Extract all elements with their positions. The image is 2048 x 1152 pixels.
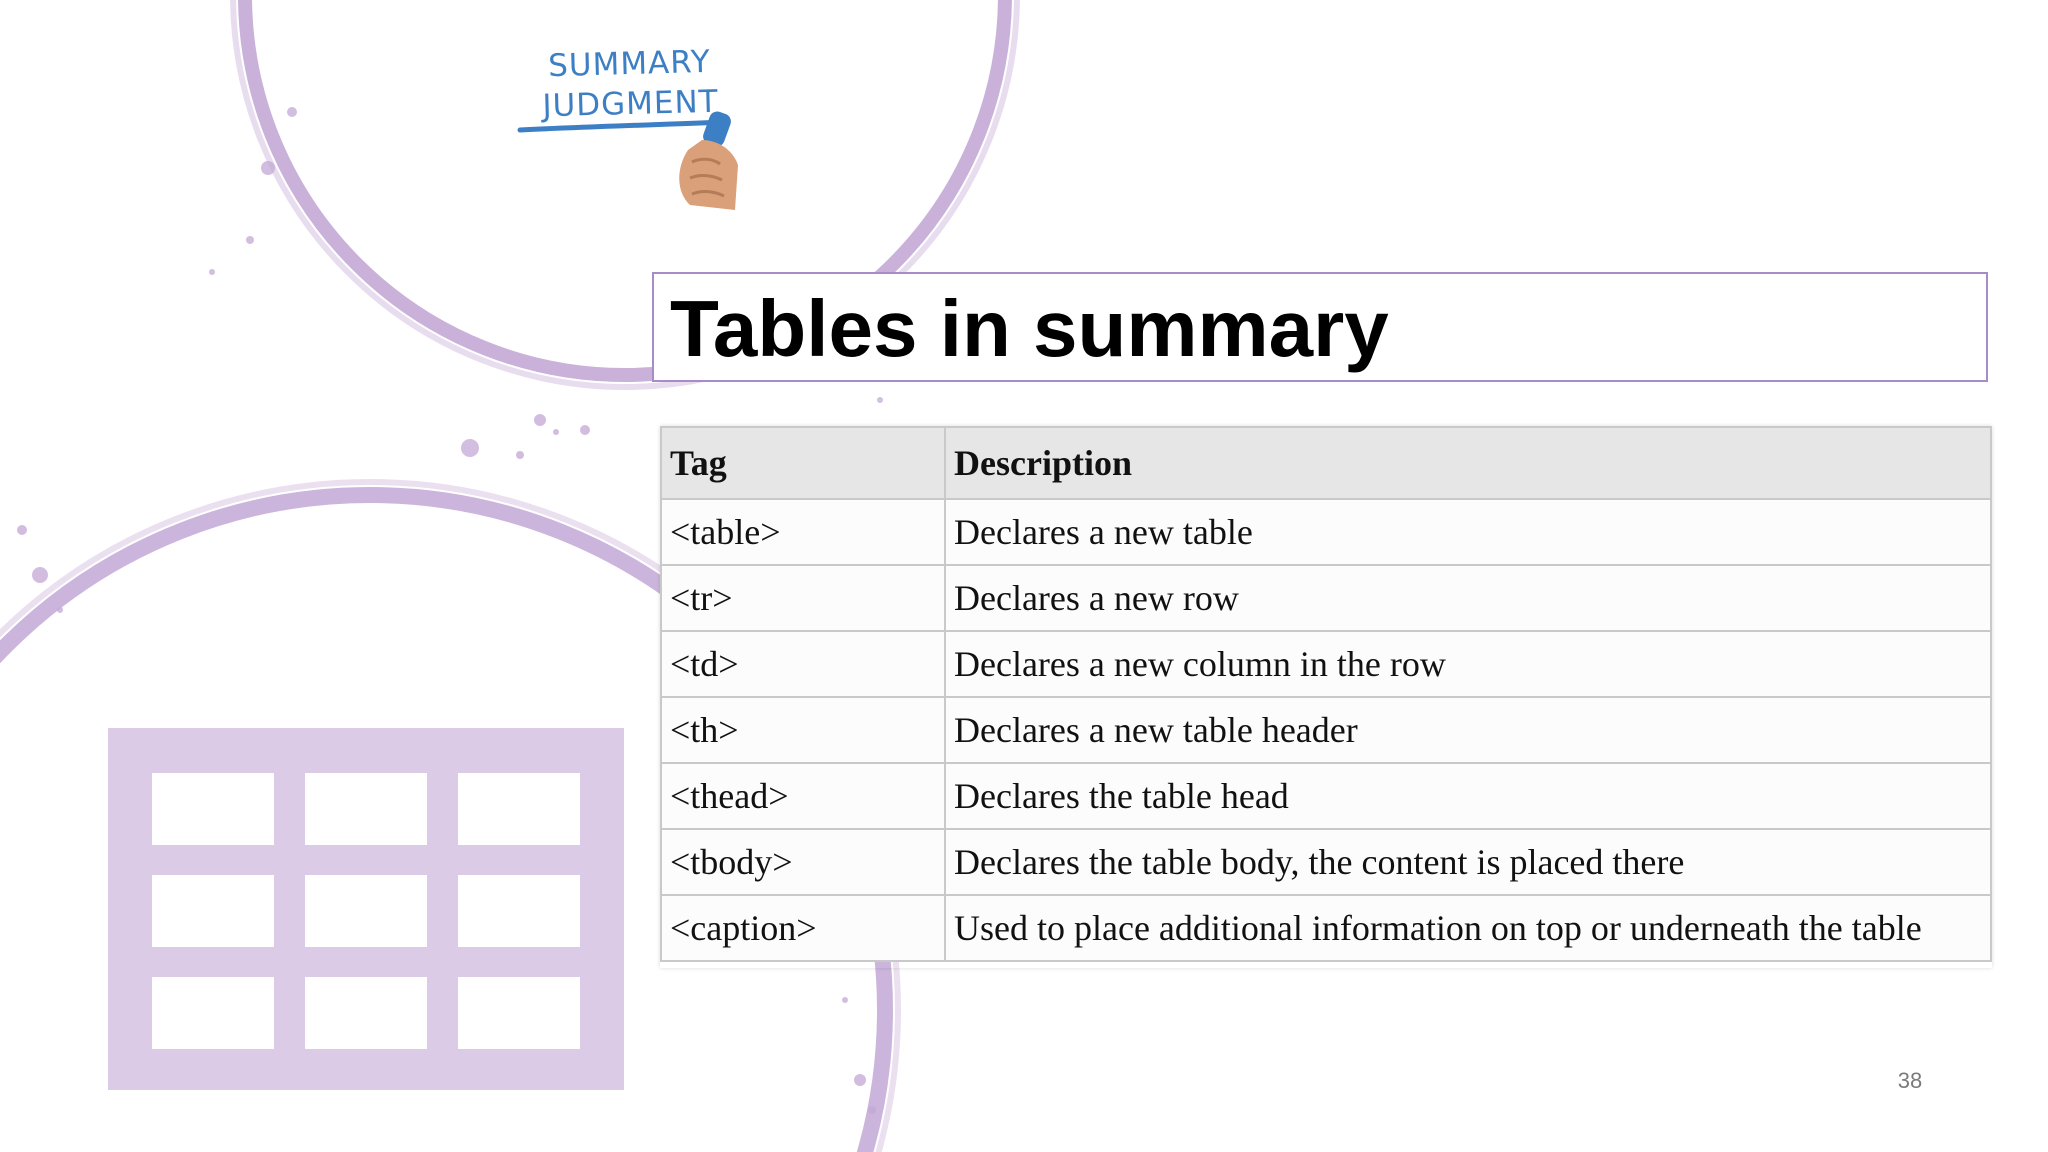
tag-cell: <caption> (661, 895, 945, 961)
table-header-row (661, 427, 1991, 499)
logo-line-2: JUDGMENT (541, 83, 720, 125)
description-cell: Declares the table head (945, 763, 1991, 829)
description-cell: Declares a new table header (945, 697, 1991, 763)
table-row (661, 697, 1991, 763)
description-cell: Used to place additional information on top or underneath the table (945, 895, 1991, 961)
title-placeholder[interactable] (652, 272, 1988, 382)
tag-cell: <tr> (661, 565, 945, 631)
description-cell: Declares a new column in the row (945, 631, 1991, 697)
table-row (661, 829, 1991, 895)
tags-table-image (660, 426, 1992, 968)
table-row (661, 565, 1991, 631)
slide-title: Tables in summary (670, 284, 1389, 373)
column-header-tag: Tag (661, 427, 945, 499)
page-number: 38 (1897, 1068, 1923, 1093)
table-row (661, 895, 1991, 961)
tag-cell: <table> (661, 499, 945, 565)
tag-cell: <thead> (661, 763, 945, 829)
tag-cell: <tbody> (661, 829, 945, 895)
description-cell: Declares a new row (945, 565, 1991, 631)
logo-line-1: SUMMARY (547, 43, 712, 85)
table-row (661, 763, 1991, 829)
summary-judgment-logo (509, 41, 751, 127)
table-grid-icon (108, 728, 624, 1090)
table-row (661, 499, 1991, 565)
description-cell: Declares the table body, the content is placed there (945, 829, 1991, 895)
tag-cell: <th> (661, 697, 945, 763)
tags-table (660, 426, 1992, 962)
table-row (661, 631, 1991, 697)
tag-cell: <td> (661, 631, 945, 697)
column-header-description: Description (945, 427, 1991, 499)
description-cell: Declares a new table (945, 499, 1991, 565)
